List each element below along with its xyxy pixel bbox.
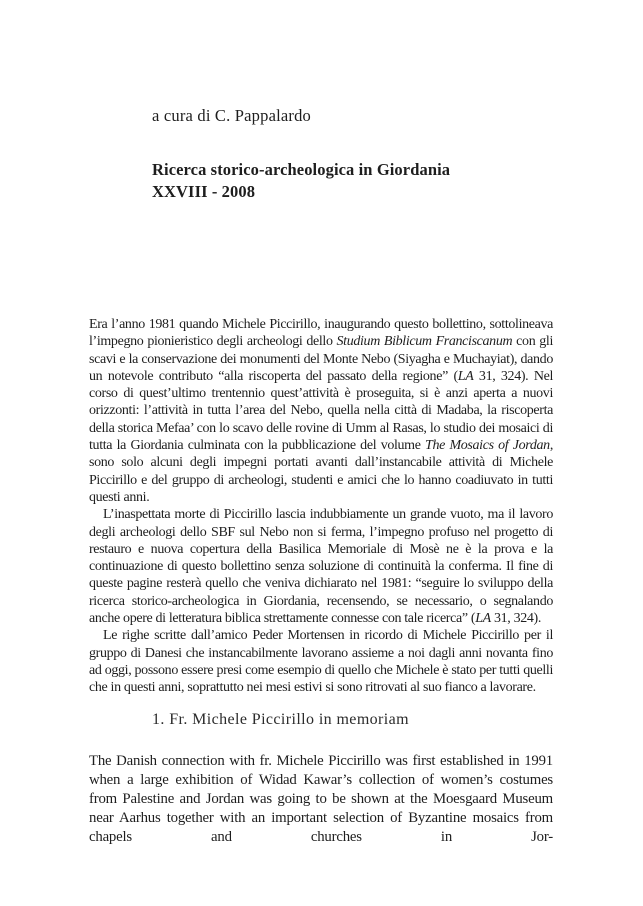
text-run: 31, 324). Nel corso di quest’ultimo trentennio quest’attività è proseguita, si è anzi aperta a nuovi orizzonti: l’attività in tutta l’area del Nebo, quella nella città di Madaba, la riscoperta della storica Mefaa’ con lo scavo delle rovine di Umm al Rasas, lo studio dei mosaici di tutta la Giordania culminata con la pubblicazione del volume — [89, 368, 553, 454]
paragraph-3 — [89, 627, 553, 696]
italic-text-run: Studium Biblicum Franciscanum — [336, 334, 513, 350]
italic-text-run: LA — [457, 368, 474, 384]
volume-title — [152, 159, 450, 202]
english-paragraph: The Danish connection with fr. Michele Piccirillo was first established in 1991 when a large exhibition of Widad Kawar’s collection of women’s costumes from Palestine and Jordan was going to be shown at the Moesgaard Museum near Aarhus together with an important selection of Byzantine mosaics from chapels and churches in Jor- — [89, 753, 553, 845]
volume-title-line-2: XXVIII - 2008 — [152, 181, 256, 201]
text-run: L’inaspettata morte di Piccirillo lascia indubbiamente un grande vuoto, ma il lavoro degli archeologi dello SBF sul Nebo non si ferma, l’impegno profuso nel progetto di restauro e nuova copertura della Basilica Memoriale di Mosè ne è la prova e la continuazione di questo bollettino senza soluzione di continuità la conferma. Il fine di queste pagine resterà quello che veniva dichiarato nel 1981: “seguire lo sviluppo della ricerca storico-archeologica in Giordania, recensendo, se necessario, o segnalando anche opere di letteratura biblica strettamente connesse con tale ricerca” ( — [89, 507, 553, 627]
italic-text-run: LA — [475, 611, 491, 627]
text-run: Era l’anno 1981 quando Michele Piccirillo, inaugurando questo bollettino, sottolineava l’impegno pionieristico degli archeologi dello — [89, 317, 553, 350]
italic-text-run: The Mosaics of Jordan — [425, 438, 550, 454]
byline: a cura di C. Pappalardo — [152, 106, 312, 125]
text-run: 31, 324). — [490, 611, 541, 627]
text-run: , sono solo alcuni degli impegni portati avanti dall’instancabile attività di Michele Piccirillo e del gruppo di archeologi, studenti e amici che lo hanno coadiuvato in tutti questi anni. — [89, 438, 553, 505]
section-heading: 1. Fr. Michele Piccirillo in memoriam — [152, 711, 409, 728]
editorial-body — [89, 316, 553, 697]
paragraph-1 — [89, 316, 553, 506]
text-run: Le righe scritte dall’amico Peder Mortensen in ricordo di Michele Piccirillo per il gruppo di Danesi che instancabilmente lavorano assieme a noi dagli anni novanta fino ad oggi, possono essere presi come esempio di quello che Michele è stato per tutti quelli che in questi anni, soprattutto nei mesi estivi si sono ritrovati al suo fianco a lavorare. — [89, 628, 553, 696]
text-run: con gli scavi e la conservazione dei monumenti del Monte Nebo (Siyagha e Muchayiat), dando un notevole contributo “alla riscoperta del passato della regione” ( — [89, 334, 553, 384]
volume-title-line-1: Ricerca storico-archeologica in Giordania — [152, 160, 451, 179]
paragraph-2 — [89, 506, 553, 627]
english-section — [89, 752, 553, 847]
